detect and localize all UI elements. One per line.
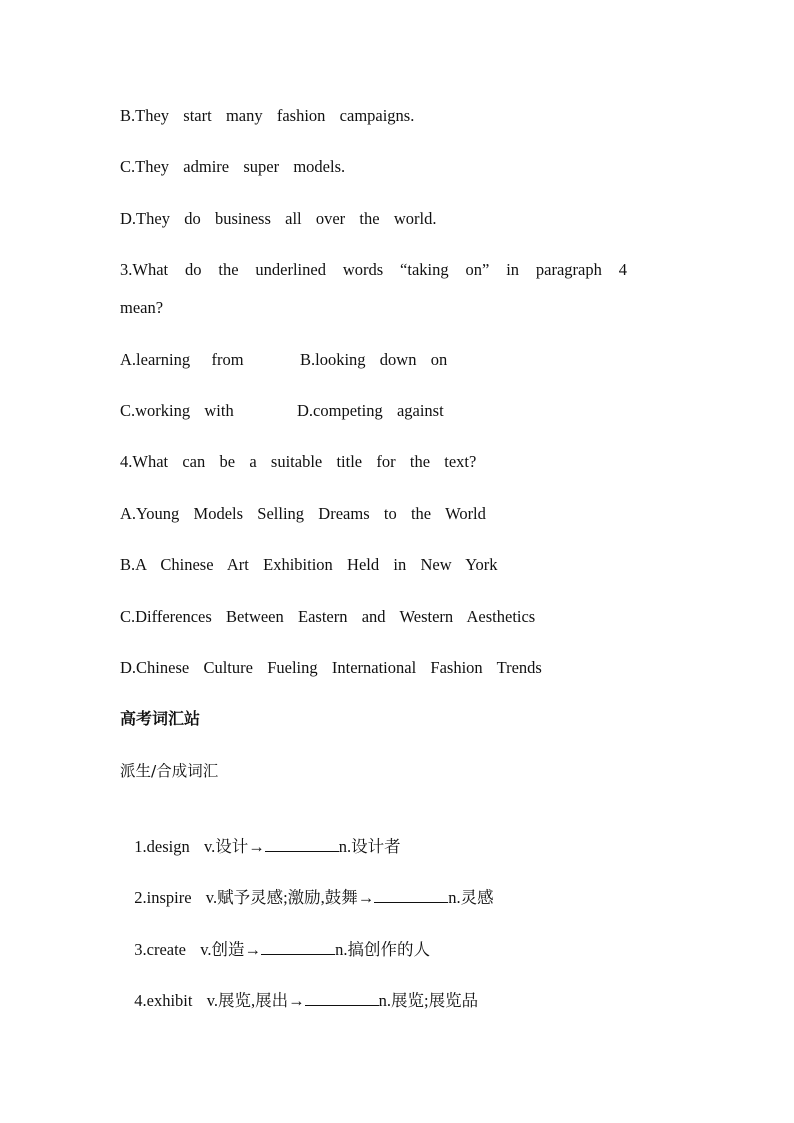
vocab-item-prefix: 1.design v.设计→ bbox=[134, 837, 265, 856]
q3-stem-line2: mean? bbox=[120, 298, 164, 317]
vocab-item-suffix: n.展览;展览品 bbox=[378, 991, 479, 1010]
q4-option-c: C.Differences Between Eastern and Western Aesthetics bbox=[120, 607, 536, 626]
vocab-item-3 bbox=[120, 914, 430, 962]
answer-blank[interactable] bbox=[265, 835, 339, 852]
q4-stem: 4.What can be a suitable title for the text? bbox=[120, 452, 477, 471]
vocab-item-suffix: n.设计者 bbox=[338, 837, 401, 856]
vocab-item-prefix: 4.exhibit v.展览,展出→ bbox=[134, 991, 305, 1010]
vocab-subheading: 派生/合成词汇 bbox=[120, 762, 219, 780]
q4-option-a: A.Young Models Selling Dreams to the World bbox=[120, 504, 486, 523]
vocab-item-suffix: n.搞创作的人 bbox=[335, 940, 430, 959]
vocab-item-prefix: 2.inspire v.赋予灵感;激励,鼓舞→ bbox=[134, 888, 375, 907]
vocab-heading: 高考词汇站 bbox=[120, 709, 201, 728]
vocab-item-2 bbox=[120, 862, 494, 910]
q2-option-c: C.They admire super models. bbox=[120, 157, 346, 176]
vocab-item-prefix: 3.create v.创造→ bbox=[134, 940, 262, 959]
q2-option-d: D.They do business all over the world. bbox=[120, 209, 437, 228]
vocab-item-suffix: n.灵感 bbox=[448, 888, 494, 907]
answer-blank[interactable] bbox=[305, 989, 379, 1006]
vocab-item-4 bbox=[120, 965, 478, 1013]
answer-blank[interactable] bbox=[261, 938, 335, 955]
q3-option-c: C.working with bbox=[120, 401, 234, 420]
q4-option-d: D.Chinese Culture Fueling International Fashion Trends bbox=[120, 658, 542, 677]
q3-option-a: A.learning from bbox=[120, 350, 244, 369]
q3-option-b: B.looking down on bbox=[300, 350, 448, 369]
q3-stem-line1: 3.What do the underlined words “taking on” in paragraph 4 bbox=[120, 260, 627, 279]
answer-blank[interactable] bbox=[374, 886, 448, 903]
vocab-item-1 bbox=[120, 811, 401, 859]
q3-option-d: D.competing against bbox=[297, 401, 444, 420]
q4-option-b: B.A Chinese Art Exhibition Held in New York bbox=[120, 555, 498, 574]
q2-option-b: B.They start many fashion campaigns. bbox=[120, 106, 415, 125]
